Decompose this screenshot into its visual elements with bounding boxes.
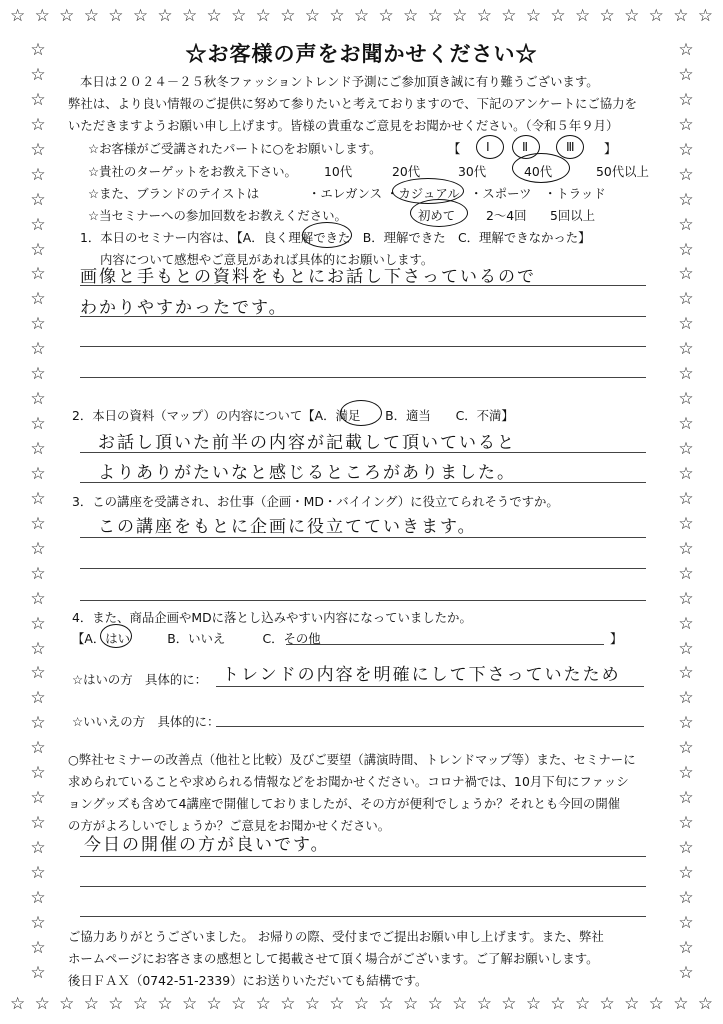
border-star-icon: ☆ <box>206 994 222 1014</box>
times-option: 初めて <box>418 208 456 223</box>
q1-answer-line-2: わかりやすかったです。 <box>80 298 288 318</box>
times-option: 2～4回 <box>486 208 527 223</box>
border-star-icon: ☆ <box>678 788 694 809</box>
top-star-border <box>0 8 723 32</box>
border-star-icon: ☆ <box>678 763 694 784</box>
circle-mark <box>410 199 468 227</box>
border-star-icon: ☆ <box>678 189 694 210</box>
border-star-icon: ☆ <box>678 613 694 634</box>
border-star-icon: ☆ <box>353 994 370 1014</box>
border-star-icon: ☆ <box>30 912 46 933</box>
border-star-icon: ☆ <box>30 663 46 684</box>
border-star-icon: ☆ <box>30 638 46 659</box>
border-star-icon: ☆ <box>30 613 46 634</box>
answer-rule <box>80 537 646 538</box>
target-option: 50代以上 <box>596 164 649 179</box>
circle-mark <box>100 624 132 648</box>
border-star-icon: ☆ <box>304 6 320 26</box>
border-star-icon: ☆ <box>678 289 694 310</box>
border-star-icon: ☆ <box>678 813 694 834</box>
border-star-icon: ☆ <box>678 912 694 933</box>
border-star-icon: ☆ <box>30 937 46 958</box>
border-star-icon: ☆ <box>678 463 694 484</box>
answer-rule <box>80 600 646 601</box>
border-star-icon: ☆ <box>108 994 124 1014</box>
border-star-icon: ☆ <box>30 788 46 809</box>
q2-question: 2．本日の資料（マップ）の内容について【A．満足 B．適当 C．不満】 <box>72 408 514 423</box>
border-star-icon: ☆ <box>678 713 694 734</box>
border-star-icon: ☆ <box>678 439 694 459</box>
border-star-icon: ☆ <box>30 688 46 709</box>
border-star-icon: ☆ <box>30 738 46 759</box>
border-star-icon: ☆ <box>501 994 517 1014</box>
answer-rule <box>80 568 646 569</box>
border-star-icon: ☆ <box>10 6 26 26</box>
q3-answer: この講座をもとに企画に役立てていきます。 <box>98 517 477 537</box>
border-star-icon: ☆ <box>30 289 46 310</box>
q4-options-close: 】 <box>610 631 623 646</box>
intro-line: 弊社は、より良い情報のご提供に努めて参りたいと考えておりますので、下記のアンケートにご協力を <box>68 96 637 111</box>
border-star-icon: ☆ <box>599 6 615 26</box>
answer-rule <box>80 346 646 347</box>
border-star-icon: ☆ <box>550 6 566 26</box>
border-star-icon: ☆ <box>30 139 46 160</box>
border-star-icon: ☆ <box>353 6 370 26</box>
border-star-icon: ☆ <box>30 40 46 60</box>
border-star-icon: ☆ <box>427 994 443 1014</box>
q2-answer-line-2: よりありがたいなと感じるところがありました。 <box>98 463 516 483</box>
circle-mark <box>556 135 584 159</box>
answer-rule <box>80 285 646 286</box>
answer-rule <box>80 886 646 887</box>
border-star-icon: ☆ <box>30 763 46 784</box>
border-star-icon: ☆ <box>30 389 46 410</box>
border-star-icon: ☆ <box>30 538 46 559</box>
border-star-icon: ☆ <box>678 314 694 335</box>
q5-answer: 今日の開催の方が良いです。 <box>84 835 330 855</box>
border-star-icon: ☆ <box>427 6 443 26</box>
border-star-icon: ☆ <box>30 414 46 435</box>
border-star-icon: ☆ <box>678 838 694 858</box>
border-star-icon: ☆ <box>83 994 99 1014</box>
answer-rule <box>80 856 646 857</box>
border-star-icon: ☆ <box>648 994 664 1014</box>
border-star-icon: ☆ <box>108 6 124 26</box>
footer-line: 後日ＦＡＸ（0742-51-2339）にお送りいただいても結構です。 <box>68 973 428 988</box>
answer-rule <box>80 377 646 378</box>
border-star-icon: ☆ <box>678 89 694 110</box>
border-star-icon: ☆ <box>678 738 694 759</box>
answer-rule <box>80 482 646 483</box>
border-star-icon: ☆ <box>255 6 271 26</box>
part-label: ☆お客様がご受講されたパートに○をお願いします。 <box>88 141 382 156</box>
border-star-icon: ☆ <box>678 364 694 385</box>
border-star-icon: ☆ <box>678 264 694 285</box>
border-star-icon: ☆ <box>10 994 26 1014</box>
q5-text: ョングッズも含めて4講座で開催しておりましたが、その方が便利でしょうか？それとも今回の開催 <box>68 796 621 811</box>
answer-rule <box>216 726 644 727</box>
border-star-icon: ☆ <box>30 339 46 360</box>
part-option-1: Ⅰ <box>486 139 490 154</box>
target-option: 20代 <box>392 164 421 179</box>
border-star-icon: ☆ <box>452 994 468 1014</box>
part-option-2: Ⅱ <box>522 139 529 154</box>
left-star-border <box>24 0 52 1024</box>
answer-rule <box>80 316 646 317</box>
q1-question: 1．本日のセミナー内容は、【A．良く理解できた B．理解できた C．理解できなかった】 <box>80 230 591 245</box>
border-star-icon: ☆ <box>157 994 173 1014</box>
border-star-icon: ☆ <box>30 164 46 185</box>
q4-no-label: ☆いいえの方 具体的に： <box>72 714 220 729</box>
border-star-icon: ☆ <box>30 189 46 210</box>
q1-sub: 内容について感想やご意見があれば具体的にお願いします。 <box>100 252 434 267</box>
circle-mark <box>340 400 382 426</box>
border-star-icon: ☆ <box>30 214 46 235</box>
border-star-icon: ☆ <box>624 6 640 26</box>
border-star-icon: ☆ <box>678 887 694 908</box>
border-star-icon: ☆ <box>678 64 694 85</box>
border-star-icon: ☆ <box>678 663 694 684</box>
right-star-border <box>672 0 700 1024</box>
target-option: 30代 <box>458 164 487 179</box>
border-star-icon: ☆ <box>678 40 694 60</box>
part-bracket-close: 】 <box>604 141 617 156</box>
border-star-icon: ☆ <box>30 713 46 734</box>
circle-mark <box>512 153 570 183</box>
border-star-icon: ☆ <box>574 6 591 26</box>
intro-line: 本日は２０２４－２５秋冬ファッショントレンド予測にご参加頂き誠に有り難うございます。 <box>80 74 599 89</box>
border-star-icon: ☆ <box>181 994 198 1014</box>
border-star-icon: ☆ <box>574 994 591 1014</box>
border-star-icon: ☆ <box>673 6 689 26</box>
border-star-icon: ☆ <box>157 6 173 26</box>
border-star-icon: ☆ <box>678 164 694 185</box>
border-star-icon: ☆ <box>30 563 46 584</box>
border-star-icon: ☆ <box>378 994 394 1014</box>
border-star-icon: ☆ <box>678 638 694 659</box>
taste-label: ☆また、ブランドのテイストは <box>88 186 260 201</box>
target-option: 40代 <box>524 164 553 179</box>
border-star-icon: ☆ <box>30 364 46 385</box>
border-star-icon: ☆ <box>678 339 694 360</box>
taste-option: ・カジュアル <box>386 186 460 201</box>
border-star-icon: ☆ <box>678 862 694 883</box>
border-star-icon: ☆ <box>678 389 694 410</box>
border-star-icon: ☆ <box>206 6 222 26</box>
circle-mark <box>302 222 352 248</box>
circle-mark <box>476 135 504 159</box>
border-star-icon: ☆ <box>30 838 46 858</box>
border-star-icon: ☆ <box>83 6 99 26</box>
border-star-icon: ☆ <box>403 994 419 1014</box>
border-star-icon: ☆ <box>648 6 664 26</box>
border-star-icon: ☆ <box>678 538 694 559</box>
q5-text: ○弊社セミナーの改善点（他社と比較）及びご要望（講演時間、トレンドマップ等）また、セミナーに <box>68 752 636 767</box>
times-label: ☆当セミナーへの参加回数をお教えください。 <box>88 208 347 223</box>
border-star-icon: ☆ <box>678 513 694 534</box>
taste-option: ・エレガンス <box>308 186 382 201</box>
target-label: ☆貴社のターゲットをお教え下さい。 <box>88 164 297 179</box>
border-star-icon: ☆ <box>132 6 149 26</box>
q4-yes-answer: トレンドの内容を明確にして下さっていたため <box>222 665 621 685</box>
border-star-icon: ☆ <box>678 488 694 509</box>
border-star-icon: ☆ <box>34 6 50 26</box>
q5-text: の方がよろしいでしょうか？ご意見をお聞かせください。 <box>68 818 391 833</box>
border-star-icon: ☆ <box>599 994 615 1014</box>
border-star-icon: ☆ <box>30 962 46 983</box>
q2-answer-line-1: お話し頂いた前半の内容が記載して頂いていると <box>98 433 516 453</box>
border-star-icon: ☆ <box>30 513 46 534</box>
border-star-icon: ☆ <box>30 264 46 285</box>
border-star-icon: ☆ <box>697 6 713 26</box>
border-star-icon: ☆ <box>378 6 394 26</box>
border-star-icon: ☆ <box>678 962 694 983</box>
border-star-icon: ☆ <box>550 994 566 1014</box>
border-star-icon: ☆ <box>30 314 46 335</box>
border-star-icon: ☆ <box>525 994 542 1014</box>
q5-text: 求められていることや求められる情報などをお聞かせください。コロナ禍では、10月下旬にファッシ <box>68 774 629 789</box>
border-star-icon: ☆ <box>30 813 46 834</box>
border-star-icon: ☆ <box>280 994 296 1014</box>
border-star-icon: ☆ <box>30 64 46 85</box>
part-option-3: Ⅲ <box>566 139 575 154</box>
bottom-star-border <box>0 996 723 1020</box>
taste-option: ・スポーツ <box>470 186 532 201</box>
q1-answer-line-1: 画像と手もとの資料をもとにお話し下さっているので <box>80 267 536 287</box>
border-star-icon: ☆ <box>678 114 694 135</box>
border-star-icon: ☆ <box>304 994 320 1014</box>
border-star-icon: ☆ <box>59 6 75 26</box>
border-star-icon: ☆ <box>231 994 247 1014</box>
q4-options: 【A．はい B．いいえ C．その他 <box>72 631 321 646</box>
border-star-icon: ☆ <box>624 994 640 1014</box>
border-star-icon: ☆ <box>697 994 713 1014</box>
border-star-icon: ☆ <box>329 994 345 1014</box>
other-underline <box>286 644 604 645</box>
q4-question: 4．また、商品企画やMDに落とし込みやすい内容になっていましたか。 <box>72 610 472 625</box>
border-star-icon: ☆ <box>30 862 46 883</box>
border-star-icon: ☆ <box>678 139 694 160</box>
taste-option: ・トラッド <box>544 186 606 201</box>
border-star-icon: ☆ <box>30 114 46 135</box>
border-star-icon: ☆ <box>280 6 296 26</box>
border-star-icon: ☆ <box>255 994 271 1014</box>
border-star-icon: ☆ <box>525 6 542 26</box>
border-star-icon: ☆ <box>30 89 46 110</box>
border-star-icon: ☆ <box>30 439 46 459</box>
border-star-icon: ☆ <box>678 414 694 435</box>
intro-line: いただきますようお願い申し上げます。皆様の貴重なご意見をお聞かせください。（令和５年９月） <box>68 118 619 133</box>
border-star-icon: ☆ <box>678 937 694 958</box>
footer-line: ご協力ありがとうございました。 お帰りの際、受付までご提出お願い申し上げます。また、弊社 <box>68 929 604 944</box>
border-star-icon: ☆ <box>678 688 694 709</box>
page-title: ☆お客様の声をお聞かせください☆ <box>185 41 538 66</box>
border-star-icon: ☆ <box>59 994 75 1014</box>
border-star-icon: ☆ <box>678 588 694 609</box>
answer-rule <box>216 686 644 687</box>
border-star-icon: ☆ <box>30 463 46 484</box>
border-star-icon: ☆ <box>30 488 46 509</box>
answer-rule <box>80 916 646 917</box>
footer-line: ホームページにお客さまの感想として掲載させて頂く場合がございます。ご了解お願いします。 <box>68 951 599 966</box>
border-star-icon: ☆ <box>329 6 345 26</box>
part-bracket-open: 【 <box>448 141 461 156</box>
q3-question: 3．この講座を受講され、お仕事（企画・MD・バイイング）に役立てられそうですか。 <box>72 494 559 509</box>
border-star-icon: ☆ <box>678 239 694 260</box>
border-star-icon: ☆ <box>30 887 46 908</box>
border-star-icon: ☆ <box>673 994 689 1014</box>
target-option: 10代 <box>324 164 353 179</box>
border-star-icon: ☆ <box>476 6 492 26</box>
border-star-icon: ☆ <box>30 588 46 609</box>
q4-yes-label: ☆はいの方 具体的に： <box>72 672 208 687</box>
border-star-icon: ☆ <box>34 994 50 1014</box>
times-option: 5回以上 <box>550 208 596 223</box>
border-star-icon: ☆ <box>231 6 247 26</box>
border-star-icon: ☆ <box>678 563 694 584</box>
border-star-icon: ☆ <box>678 214 694 235</box>
border-star-icon: ☆ <box>403 6 419 26</box>
border-star-icon: ☆ <box>476 994 492 1014</box>
border-star-icon: ☆ <box>501 6 517 26</box>
border-star-icon: ☆ <box>452 6 468 26</box>
border-star-icon: ☆ <box>132 994 149 1014</box>
answer-rule <box>80 452 646 453</box>
border-star-icon: ☆ <box>181 6 198 26</box>
border-star-icon: ☆ <box>30 239 46 260</box>
